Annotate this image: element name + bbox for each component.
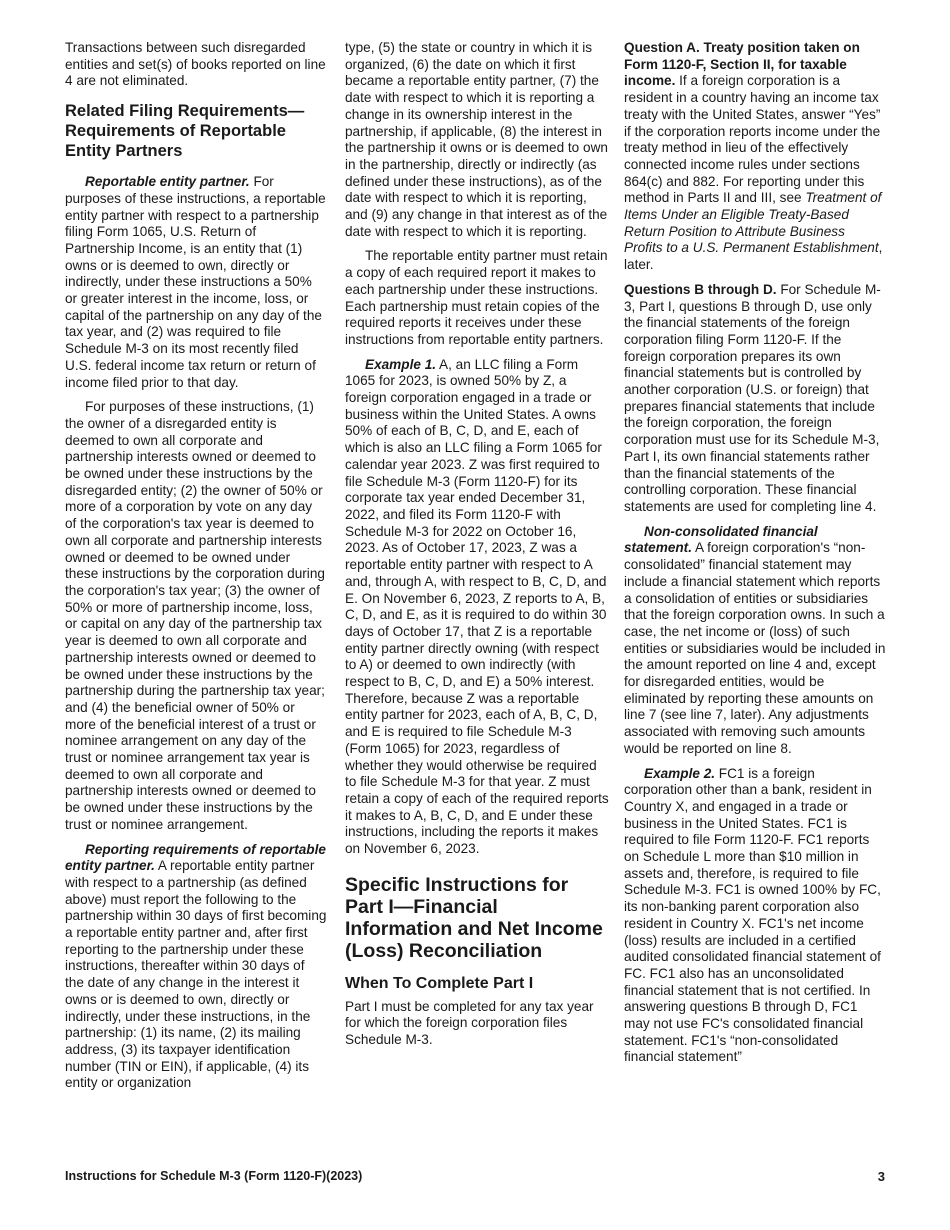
section-heading-specific-instructions: Specific Instructions for Part I—Financial Information and Net Income (Loss) Reconciliation — [345, 873, 603, 962]
paragraph: Part I must be completed for any tax year for which the foreign corporation files Schedule M-3. — [345, 998, 594, 1048]
column-1 — [65, 40, 327, 1092]
column-3 — [624, 40, 886, 1066]
page-footer — [65, 1169, 885, 1183]
paragraph-body: For Schedule M-3, Part I, questions B through D, use only the financial statements of the foreign corporation filing Form 1120-F. If the foreign corporation prepares its own financial statements but is controlled by another corporation (U.S. or foreign) that prepares financial statements that include the foreign corporation, the foreign corporation must use for its Schedule M-3, Part I, its own financial statements rather than the financial statements of the controlling corporation. These financial statements are used for completing line 4. — [624, 281, 881, 514]
paragraph-body: A, an LLC filing a Form 1065 for 2023, is owned 50% by Z, a foreign corporation engaged in a trade or business within the United States. A owns 50% of each of B, C, D, and E, each of which is also an LLC filing a Form 1065 for calendar year 2023. Z was first required to file Schedule M-3 (Form 1120-F) for its corporate tax year ended December 31, 2022, and filed its Form 1120-F with Schedule M-3 for 2022 on October 16, 2023. As of October 17, 2023, Z was a reportable entity partner with respect to A and, through A, with respect to B, C, D, and E. On November 6, 2023, Z reports to A, B, C, D, and E, as it is required to do within 30 days of October 17, that Z is a reportable entity partner directly owning (with respect to A) or deemed to own indirectly (with respect to B, C, D, and E) a 50% interest. Therefore, because Z was a reportable entity partner for 2023, each of A, B, C, D, and E is required to file Schedule M-3 (Form 1065) for 2023, regardless of whether they would otherwise be required to file Schedule M-3 for that year. Z must retain a copy of each of the required reports it makes to A, B, C, D, and E under these instructions, including the reports it makes on November 6, 2023. — [345, 356, 609, 857]
page-number: 3 — [877, 1169, 885, 1184]
paragraph-body: If a foreign corporation is a resident in a country having an income tax treaty with the United States, answer “Yes” if the corporation reports income under the treaty method in lieu of the effectively connected income rules under sections 864(c) and 882. For reporting under this method in Parts II and III, see — [624, 73, 881, 206]
italic-reference: Treatment of Items Under an Eligible Treaty-Based Return Position to Attribute Business Profits to a U.S. Permanent Establishment — [624, 190, 882, 256]
run-in-heading: Non-consolidated financial statement. — [624, 523, 818, 556]
subheading-when-to-complete: When To Complete Part I — [345, 974, 534, 992]
footer-title: Instructions for Schedule M-3 (Form 1120-F)(2023) — [65, 1169, 363, 1183]
paragraph-example-2 — [624, 766, 886, 1067]
paragraph-body: A reportable entity partner with respect to a partnership (as defined above) must report the following to the partnership within 30 days of first becoming a reportable entity partner and, after first reporting to the partnership under these instructions, thereafter within 30 days of the date of any change in the interest it owns or is deemed to own, directly or indirectly, under these instructions, in the partnership: (1) its name, (2) its mailing address, (3) its taxpayer identification number (TIN or EIN), if applicable, (4) its entity or organization — [65, 858, 327, 1091]
paragraph: Transactions between such disregarded entities and set(s) of books reported on line 4 are not eliminated. — [65, 40, 326, 89]
paragraph-body: A foreign corporation's “non-consolidated” financial statement may include a financial statement which reports a consolidation of entities or subsidiaries that the foreign corporation owns. In such a case, the net income or (loss) of such entities or subsidiaries would be included in the amount reported on line 4 and, except for disregarded entities, would be eliminated by reporting these amounts on line 7 (see line 7, later). Any adjustments associated with removing such amounts would be reported on line 8. — [624, 540, 886, 756]
run-in-heading: Question A. Treaty position taken on Form 1120-F, Section II, for taxable income. — [624, 40, 860, 89]
run-in-heading: Reporting requirements of reportable entity partner. — [65, 841, 326, 874]
paragraph-questions-b-d — [624, 282, 886, 516]
run-in-heading: Example 2. — [644, 765, 716, 781]
column-2 — [345, 40, 609, 1057]
paragraph-reportable-entity-partner — [65, 174, 327, 391]
paragraph-example-1 — [345, 357, 609, 858]
paragraph-non-consolidated — [624, 524, 886, 758]
paragraph: For purposes of these instructions, (1) the owner of a disregarded entity is deemed to own all corporate and partnership interests owned or deemed to be owned under these instructions by the disregarded entity; (2) the owner of 50% or more of a corporation by vote on any day of the corporation's tax year is deemed to own all corporate and partnership interests owned or deemed to be owned under these instructions by the corporation during the corporation's tax year; (3) the owner of 50% or more of partnership income, loss, or capital on any day of the partnership tax year is deemed to own all corporate and partnership interests owned or deemed to be owned under these instructions by the partnership during the partnership tax year; and (4) the beneficial owner of 50% or more of the beneficial interest of a trust or nominee arrangement on any day of the trust or nominee arrangement tax year is deemed to own all corporate and partnership interests owned or deemed to be owned under these instructions by the trust or nominee arrangement. — [65, 399, 325, 832]
paragraph-body: FC1 is a foreign corporation other than a bank, resident in Country X, and engaged in a trade or business in the United States. FC1 is required to file Form 1120-F. FC1 reports on Schedule L more than $10 million in assets and, therefore, is required to file Schedule M-3. FC1 is owned 100% by FC, its non-banking parent corporation also resident in Country X. FC1's net income (loss) results are included in a certified audited consolidated financial statement of FC. FC1 also has an unconsolidated financial statement that is not certified. In answering questions B through D, FC1 may not use FC's consolidated financial statement. FC1's “non-consolidated financial statement” — [624, 765, 881, 1065]
paragraph: type, (5) the state or country in which it is organized, (6) the date on which it first became a reportable entity partner, (7) the date with respect to which it is reporting a change in its ownership interest in the partnership, if applicable, (8) the interest in the partnership it owns or is deemed to own in the partnership, directly or indirectly (as defined under these instructions), as of the date with respect to which it is reporting, and (9) any change in that interest as of the date with respect to which it is reporting. — [345, 40, 608, 239]
paragraph: The reportable entity partner must retain a copy of each required report it makes to each partnership under these instructions. Each partnership must retain copies of the required reports it receives under these instructions from reportable entity partners. — [345, 248, 608, 347]
paragraph-tail: , later. — [624, 240, 883, 273]
run-in-heading: Questions B through D. — [624, 281, 777, 297]
paragraph-reporting-requirements — [65, 842, 327, 1093]
run-in-heading: Example 1. — [365, 356, 437, 372]
paragraph-body: For purposes of these instructions, a reportable entity partner with respect to a partnership filing Form 1065, U.S. Return of Partnership Income, is an entity that (1) owns or is deemed to own, directly or indirectly, under these instructions a 50% or greater interest in the income, loss, or capital of the partnership on any day of the tax year, and (2) was required to file Schedule M-3 on its most recently filed U.S. federal income tax return or return of income filed prior to that day. — [65, 174, 326, 390]
run-in-heading: Reportable entity partner. — [85, 174, 250, 190]
section-heading-related-filing: Related Filing Requirements—Requirements of Reportable Entity Partners — [65, 102, 305, 161]
paragraph-question-a — [624, 40, 886, 274]
